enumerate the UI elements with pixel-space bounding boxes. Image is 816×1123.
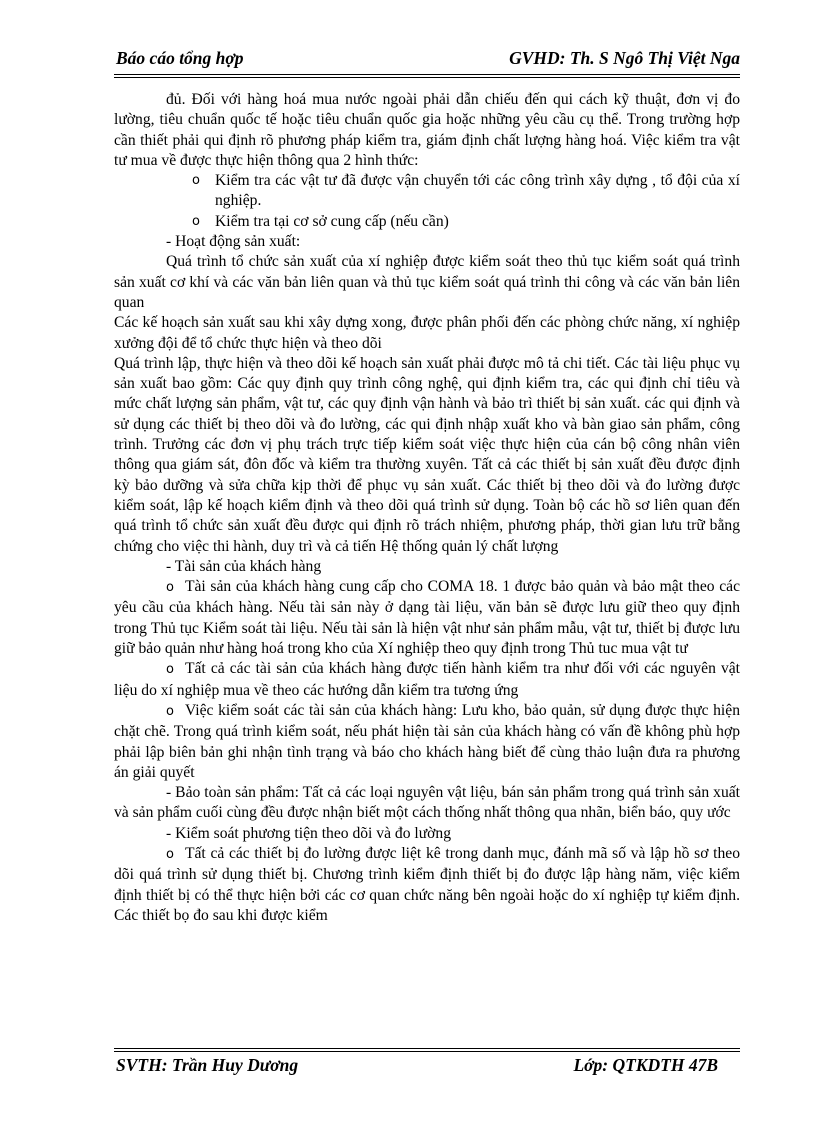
footer-student-name: SVTH: Trần Huy Dương xyxy=(116,1055,299,1075)
bullet-paragraph xyxy=(114,844,740,926)
bullet-item xyxy=(114,212,740,232)
bullet-marker: o xyxy=(166,662,174,678)
header-supervisor: GVHD: Th. S Ngô Thị Việt Nga xyxy=(509,48,740,68)
bullet-marker: o xyxy=(192,213,200,229)
paragraph: - Bảo toàn sản phẩm: Tất cả các loại nguyên vật liệu, bán sản phẩm trong quá trình sản xuất và sản phẩm cuối cùng đều được nhận biết một cách thống nhất thông qua nhãn, biển báo, quy ước xyxy=(114,784,740,822)
bullet-marker: o xyxy=(192,173,200,189)
document-body xyxy=(114,90,740,926)
bullet-marker: o xyxy=(166,580,174,596)
footer-rule-thick xyxy=(114,1051,740,1052)
paragraph: đủ. Đối với hàng hoá mua nước ngoài phải dẫn chiếu đến qui cách kỹ thuật, đơn vị đo lường, tiêu chuẩn quốc tế hoặc tiêu chuẩn quốc gia hoặc những yêu cầu cụ thể. Trong trường hợp cần thiết phải qui định rõ phương pháp kiểm tra, giám định chất lượng hàng hoá. Việc kiểm tra vật tư mua về được thực hiện thông qua 2 hình thức: xyxy=(114,91,740,169)
footer-class: Lớp: QTKDTH 47B xyxy=(573,1055,718,1075)
header-report-title: Báo cáo tổng hợp xyxy=(116,48,244,68)
paragraph: Quá trình tổ chức sản xuất của xí nghiệp được kiểm soát theo thủ tục kiểm soát quá trình sản xuất cơ khí và các văn bản liên quan và thủ tục kiểm soát quá trình thi công và các văn bản liên quan xyxy=(114,253,740,311)
bullet-text: Việc kiểm soát các tài sản của khách hàng: Lưu kho, bảo quản, sử dụng được thực hiện chặt chẽ. Trong quá trình kiểm soát, nếu phát hiện tài sản của khách hàng có vấn đề không phù hợp phải lập biên bản ghi nhận tình trạng và báo cho khách hàng biết để cùng thảo luận đưa ra phương án giải quyết xyxy=(114,701,740,781)
section-heading: - Hoạt động sản xuất: xyxy=(166,233,301,251)
bullet-paragraph xyxy=(114,659,740,701)
bullet-paragraph xyxy=(114,577,740,659)
bullet-item xyxy=(114,171,740,212)
paragraph: Các kế hoạch sản xuất sau khi xây dựng xong, được phân phối đến các phòng chức năng, xí nghiệp xưởng đội để tổ chức thực hiện và theo dõi xyxy=(114,314,740,352)
section-heading: - Tài sản của khách hàng xyxy=(166,557,322,575)
bullet-paragraph xyxy=(114,701,740,783)
bullet-text: Kiểm tra các vật tư đã được vận chuyển tới các công trình xây dựng , tổ đội của xí nghiệp. xyxy=(215,172,740,210)
bullet-text: Kiểm tra tại cơ sở cung cấp (nếu cần) xyxy=(215,212,449,230)
bullet-marker: o xyxy=(166,846,174,862)
bullet-marker: o xyxy=(166,703,174,719)
page-footer xyxy=(114,1055,740,1079)
bullet-text: Tất cả các tài sản của khách hàng được tiến hành kiểm tra như đối với các nguyên vật liệu do xí nghiệp mua về theo các hướng dẫn kiểm tra tương ứng xyxy=(114,660,740,699)
footer-rule-thin xyxy=(114,1048,740,1049)
header-rule-thick xyxy=(114,74,740,75)
paragraph: Quá trình lập, thực hiện và theo dõi kế hoạch sản xuất phải được mô tả chi tiết. Các tài liệu phục vụ sản xuất bao gồm: Các quy định quy trình công nghệ, qui định kiểm tra, các qui định chỉ tiêu và mức chất lượng sản phẩm, vật tư, các quy định vận hành và bảo trì thiết bị sản xuất. các qui định và sử dụng các thiết bị theo dõi và đo lường, các qui định nhập xuất kho và bàn giao sản phẩm, công trình. Trưởng các đơn vị phụ trách trực tiếp kiểm soát việc thực hiện của cán bộ công nhân viên thông qua giám sát, đôn đốc và kiểm tra thường xuyên. Tất cả các thiết bị sản xuất đều được định kỳ bảo dưỡng và sửa chữa kịp thời để phục vụ sản xuất. Các thiết bị theo dõi và đo lường được kiểm soát, lập kế hoạch kiểm định và theo dõi quá trình sử dụng. Toàn bộ các hồ sơ liên quan đến quá trình tổ chức sản xuất đều được qui định rõ trách nhiệm, phương pháp, thời gian lưu trữ bằng chứng cho việc thi hành, duy trì và cả tiến Hệ thống quản lý chất lượng xyxy=(114,354,740,555)
section-heading: - Kiểm soát phương tiện theo dõi và đo lường xyxy=(166,824,452,842)
header-rule-thin xyxy=(114,77,740,78)
page-header xyxy=(114,48,740,76)
bullet-text: Tài sản của khách hàng cung cấp cho COMA 18. 1 được bảo quản và bảo mật theo các yêu cầu của khách hàng. Nếu tài sản này ở dạng tài liệu, văn bản sẽ được lưu giữ theo quy định trong Thủ tục Kiểm soát tài liệu. Nếu tài sản là hiện vật như sản phẩm mẫu, vật tư, thiết bị được lưu giữ bảo quản như hàng hoá trong kho của Xí nghiệp theo quy định trong Thủ tuc mua vật tư xyxy=(114,578,740,658)
bullet-text: Tất cả các thiết bị đo lường được liệt kê trong danh mục, đánh mã số và lập hồ sơ theo dõi quá trình sử dụng thiết bị. Chương trình kiểm định thiết bị đo được lập hàng năm, việc kiểm định thiết bị có thể thực hiện bởi các cơ quan chức năng bên ngoài hoặc do xí nghiệp tự kiểm định. Các thiết bọ đo sau khi được kiểm xyxy=(114,844,740,924)
